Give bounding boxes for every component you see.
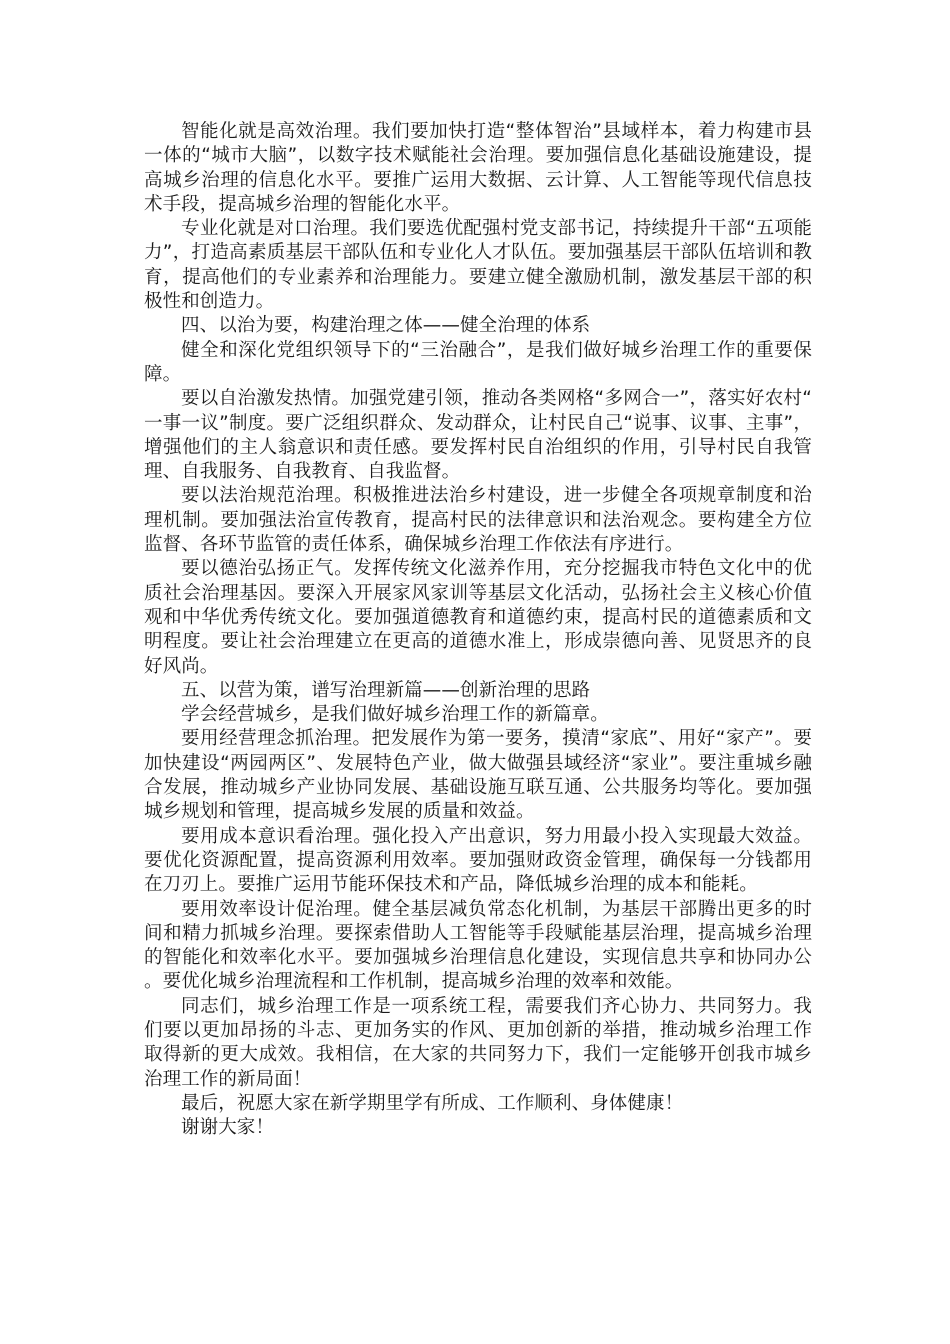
paragraph-cost-awareness: 要用成本意识看治理。强化投入产出意识，努力用最小投入实现最大效益。要优化资源配置，提高资源利用效率。要加强财政资金管理，确保每一分钱都用在刀刃上。要推广运用节能环保技术和产品，降低城乡治理的成本和能耗。 — [144, 825, 812, 896]
document-body — [144, 120, 812, 1140]
paragraph-manage-urban-rural: 学会经营城乡，是我们做好城乡治理工作的新篇章。 — [181, 704, 609, 726]
paragraph-intelligent-governance: 智能化就是高效治理。我们要加快打造“整体智治”县域样本，着力构建市县一体的“城市大脑”，以数字技术赋能社会治理。要加强信息化基础设施建设，提高城乡治理的信息化水平。要推广运用大数据、云计算、人工智能等现代信息技术手段，提高城乡治理的智能化水平。 — [144, 121, 812, 215]
paragraph-professional-governance: 专业化就是对口治理。我们要选优配强村党支部书记，持续提升干部“五项能力”，打造高素质基层干部队伍和专业化人才队伍。要加强基层干部队伍培训和教育，提高他们的专业素养和治理能力。要建立健全激励机制，激发基层干部的积极性和创造力。 — [144, 218, 812, 313]
section-heading-five: 五、以营为策，谱写治理新篇——创新治理的思路 — [181, 679, 591, 701]
paragraph-efficiency-design: 要用效率设计促治理。健全基层减负常态化机制，为基层干部腾出更多的时间和精力抓城乡治理。要探索借助人工智能等手段赋能基层治理，提高城乡治理的智能化和效率化水平。要加强城乡治理信息化建设，实现信息共享和协同办公。要优化城乡治理流程和工作机制，提高城乡治理的效率和效能。 — [144, 898, 812, 993]
paragraph-three-governance-integration: 健全和深化党组织领导下的“三治融合”，是我们做好城乡治理工作的重要保障。 — [144, 339, 812, 385]
paragraph-management-concept: 要用经营理念抓治理。把发展作为第一要务，摸清“家底”、用好“家产”。要加快建设“两园两区”、发展特色产业，做大做强县域经济“家业”。要注重城乡融合发展，推动城乡产业协同发展、基础设施互联互通、公共服务均等化。要加强城乡规划和管理，提高城乡发展的质量和效益。 — [144, 728, 812, 823]
paragraph-rule-of-law: 要以法治规范治理。积极推进法治乡村建设，进一步健全各项规章制度和治理机制。要加强法治宣传教育，提高村民的法律意识和法治观念。要构建全方位监督、各环节监管的责任体系，确保城乡治理工作依法有序进行。 — [144, 485, 812, 556]
paragraph-rule-of-virtue: 要以德治弘扬正气。发挥传统文化滋养作用，充分挖掘我市特色文化中的优质社会治理基因。要深入开展家风家训等基层文化活动，弘扬社会主义核心价值观和中华优秀传统文化。要加强道德教育和道德约束，提高村民的道德素质和文明程度。要让社会治理建立在更高的道德水准上，形成崇德向善、见贤思齐的良好风尚。 — [144, 558, 812, 677]
paragraph-self-governance: 要以自治激发热情。加强党建引领，推动各类网格“多网合一”，落实好农村“一事一议”制度。要广泛组织群众、发动群众，让村民自己“说事、议事、主事”，增强他们的主人翁意识和责任感。要发挥村民自治组织的作用，引导村民自我管理、自我服务、自我教育、自我监督。 — [144, 388, 812, 483]
paragraph-thanks: 谢谢大家！ — [181, 1117, 275, 1139]
paragraph-conclusion: 同志们，城乡治理工作是一项系统工程，需要我们齐心协力、共同努力。我们要以更加昂扬的斗志、更加务实的作风、更加创新的举措，推动城乡治理工作取得新的更大成效。我相信，在大家的共同努力下，我们一定能够开创我市城乡治理工作的新局面！ — [144, 995, 812, 1090]
paragraph-wishes: 最后，祝愿大家在新学期里学有所成、工作顺利、身体健康！ — [181, 1092, 684, 1114]
section-heading-four: 四、以治为要，构建治理之体——健全治理的体系 — [181, 315, 591, 337]
